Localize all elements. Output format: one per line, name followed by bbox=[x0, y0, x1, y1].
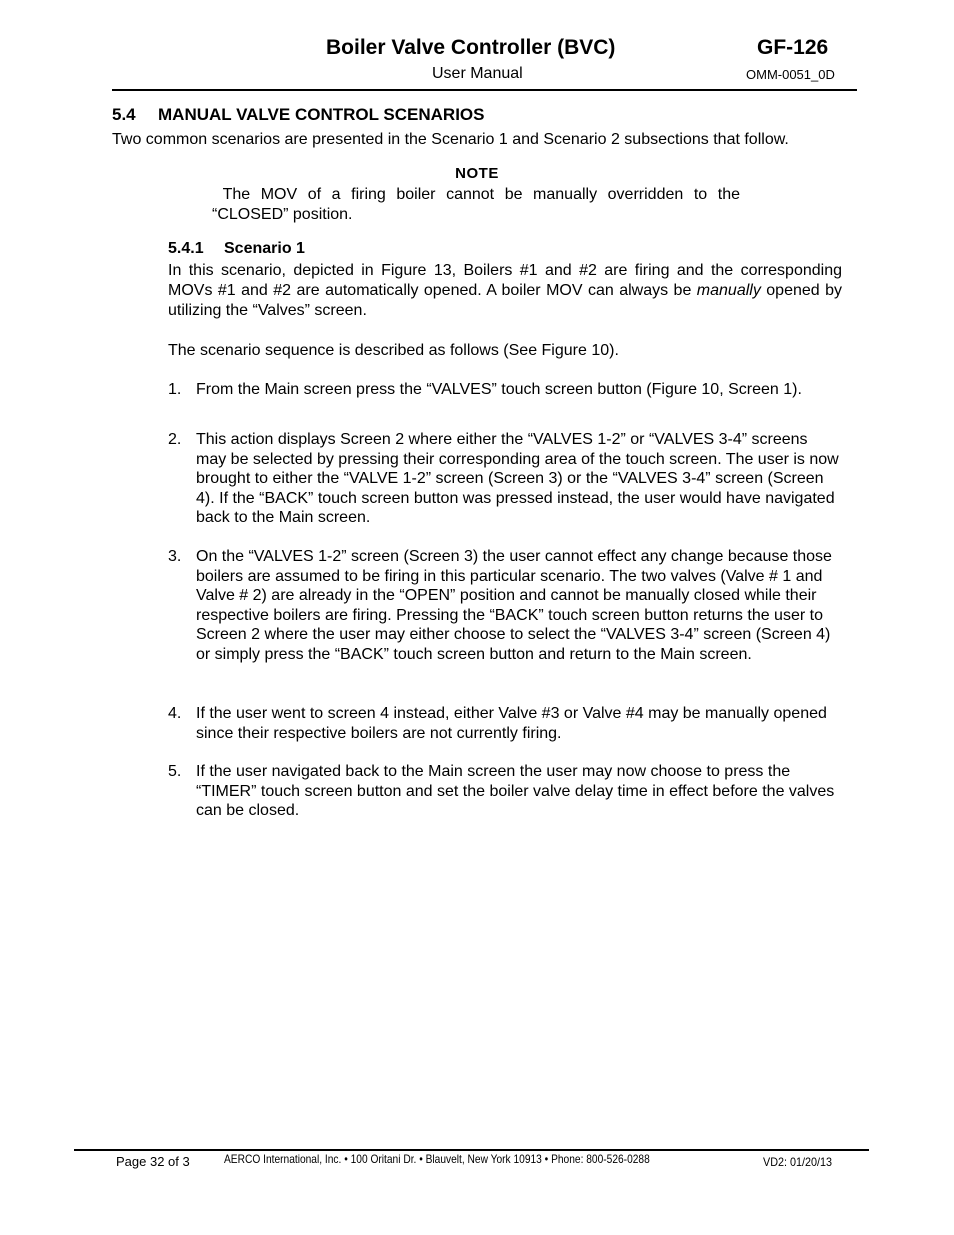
header-divider bbox=[112, 89, 857, 91]
page-number: Page 32 of 3 bbox=[116, 1154, 190, 1169]
step-text: If the user went to screen 4 instead, either Valve #3 or Valve #4 may be manually opened since their respective boilers are not currently firing. bbox=[196, 705, 827, 742]
footer-divider bbox=[74, 1149, 869, 1151]
section-number: 5.4 bbox=[112, 105, 136, 124]
company-address: AERCO International, Inc. • 100 Oritani Dr. • Blauvelt, New York 10913 • Phone: 800-526-0288 bbox=[224, 1152, 650, 1166]
document-subtitle: User Manual bbox=[432, 65, 523, 82]
document-title: Boiler Valve Controller (BVC) bbox=[326, 36, 616, 59]
step-text: This action displays Screen 2 where either the “VALVES 1-2” or “VALVES 3-4” screens may be selected by pressing their corresponding area of the touch screen. The user is now brought to either the “VALVE 1-2” screen (Screen 3) or the “VALVES 3-4” screen (Screen 4). If the “BACK” touch screen button was pressed instead, the user would have navigated back to the Main screen. bbox=[196, 431, 839, 527]
step-text: On the “VALVES 1-2” screen (Screen 3) the user cannot effect any change because those boilers are assumed to be firing in this particular scenario. The two valves (Valve # 1 and Valve # 2) are already in the “OPEN” position and cannot be manually closed while their respective boilers are firing. Pressing the “BACK” touch screen button returns the user to Screen 2 where the user may either choose to select the “VALVES 3-4” screen (Screen 4) or simply press the “BACK” touch screen button and return to the Main screen. bbox=[196, 548, 832, 663]
scenario-paragraph-start: In this scenario, depicted in Figure 13, Boilers #1 and #2 are firing and the corresponding MOVs #1 and #2 are automatically opened. A boiler MOV can always be bbox=[168, 262, 842, 299]
step-number: 3. bbox=[168, 548, 182, 565]
version-date: VD2: 01/20/13 bbox=[763, 1155, 833, 1169]
scenario-paragraph-end: opened by utilizing the “Valves” screen. bbox=[168, 282, 842, 319]
document-number: OMM-0051_0D bbox=[746, 67, 835, 82]
section-heading bbox=[112, 105, 484, 125]
scenario-paragraph-emphasis: manually bbox=[696, 282, 761, 299]
step-text: If the user navigated back to the Main screen the user may now choose to press the “TIMER” touch screen button and set the boiler valve delay time in effect before the valves can be closed. bbox=[196, 763, 835, 820]
note-heading: NOTE bbox=[455, 165, 499, 182]
note-text bbox=[212, 185, 740, 225]
scenario-paragraph bbox=[168, 261, 842, 321]
step-number: 2. bbox=[168, 431, 182, 448]
step-number: 1. bbox=[168, 381, 182, 398]
document-code: GF-126 bbox=[757, 36, 829, 59]
subsection-heading bbox=[168, 240, 305, 258]
subsection-number: 5.4.1 bbox=[168, 240, 204, 257]
step-number: 5. bbox=[168, 763, 182, 780]
note-text-content: The MOV of a firing boiler cannot be manually overridden to the “CLOSED” position. bbox=[212, 186, 740, 223]
step-number: 4. bbox=[168, 705, 182, 722]
section-intro: Two common scenarios are presented in the Scenario 1 and Scenario 2 subsections that follow. bbox=[112, 131, 789, 148]
section-title: MANUAL VALVE CONTROL SCENARIOS bbox=[158, 105, 485, 124]
sequence-intro: The scenario sequence is described as follows (See Figure 10). bbox=[168, 342, 619, 359]
step-text: From the Main screen press the “VALVES” touch screen button (Figure 10, Screen 1). bbox=[196, 381, 802, 398]
subsection-title: Scenario 1 bbox=[224, 240, 305, 257]
